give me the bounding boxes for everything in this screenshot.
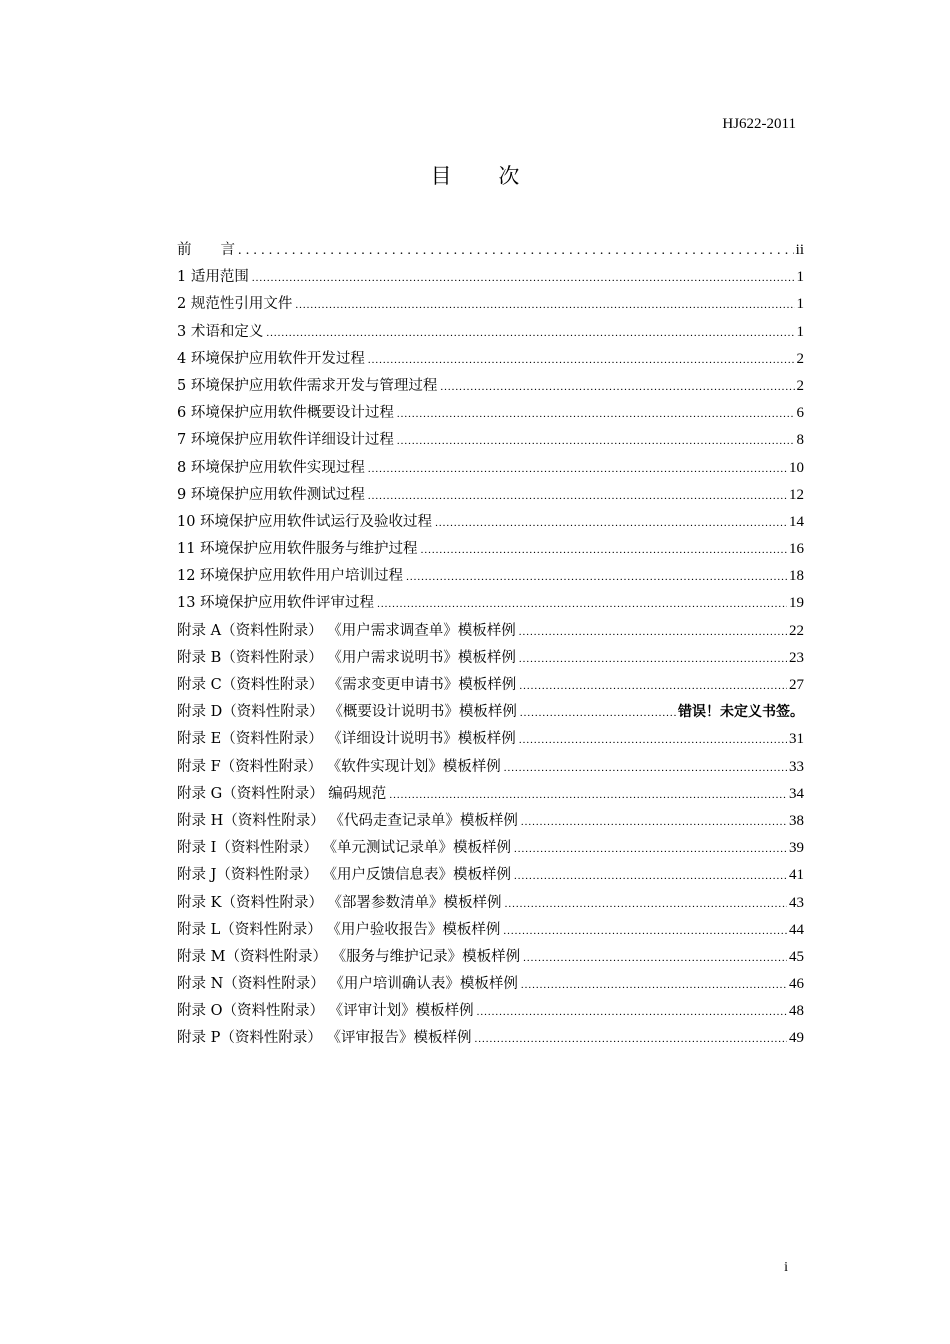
toc-entry-page: 18 xyxy=(789,568,804,585)
toc-entry-label: 11 环境保护应用软件服务与维护过程 xyxy=(177,541,418,558)
toc-dot-leader xyxy=(521,979,787,991)
toc-entry-label: 附录 I（资料性附录） 《单元测试记录单》模板样例 xyxy=(177,840,511,857)
toc-dot-leader xyxy=(397,408,795,420)
toc-entry[interactable] xyxy=(177,700,804,727)
toc-dot-leader xyxy=(435,517,787,529)
toc-entry[interactable] xyxy=(177,891,804,918)
toc-entry-label: 7 环境保护应用软件详细设计过程 xyxy=(177,432,394,449)
toc-entry-page: 错误！未定义书签。 xyxy=(678,704,804,721)
toc-entry-page: 38 xyxy=(789,812,804,829)
toc-entry[interactable] xyxy=(177,320,804,347)
toc-entry[interactable] xyxy=(177,836,804,863)
toc-entry-label: 附录 P（资料性附录） 《评审报告》模板样例 xyxy=(177,1030,472,1047)
toc-dot-leader xyxy=(519,653,787,665)
toc-entry-page: 19 xyxy=(789,595,804,612)
toc-entry-label: 3 术语和定义 xyxy=(177,323,264,340)
toc-entry-label: 附录 H（资料性附录） 《代码走查记录单》模板样例 xyxy=(177,812,518,829)
toc-dot-leader xyxy=(474,1033,787,1045)
toc-dot-leader xyxy=(519,680,787,692)
toc-dot-leader xyxy=(520,707,676,719)
toc-dot-leader xyxy=(521,816,787,828)
toc-dot-leader xyxy=(295,299,794,311)
toc-dot-leader xyxy=(503,925,787,937)
toc-dot-leader xyxy=(406,571,787,583)
toc-entry-page: 1 xyxy=(796,296,804,313)
toc-entry-page: 41 xyxy=(789,867,804,884)
toc-entry-label: 1 适用范围 xyxy=(177,269,249,286)
toc-entry-page: 43 xyxy=(789,894,804,911)
toc-entry-page: 22 xyxy=(789,622,804,639)
toc-entry-page: 16 xyxy=(789,541,804,558)
toc-entry-label: 9 环境保护应用软件测试过程 xyxy=(177,486,365,503)
toc-dot-leader xyxy=(440,381,794,393)
toc-entry[interactable] xyxy=(177,537,804,564)
toc-entry-page: 23 xyxy=(789,649,804,666)
toc-entry[interactable] xyxy=(177,401,804,428)
toc-entry[interactable] xyxy=(177,646,804,673)
toc-entry[interactable] xyxy=(177,428,804,455)
toc-entry-label: 附录 J（资料性附录） 《用户反馈信息表》模板样例 xyxy=(177,867,512,884)
toc-entry[interactable] xyxy=(177,809,804,836)
toc-entry-label: 附录 D（资料性附录） 《概要设计说明书》模板样例 xyxy=(177,704,517,721)
footer-page-number: i xyxy=(784,1260,788,1275)
toc-entry-label: 8 环境保护应用软件实现过程 xyxy=(177,459,365,476)
toc-entry[interactable] xyxy=(177,727,804,754)
toc-entry[interactable] xyxy=(177,755,804,782)
toc-dot-leader xyxy=(523,952,787,964)
toc-entry-label: 前 言 xyxy=(177,242,235,258)
toc-entry[interactable] xyxy=(177,347,804,374)
toc-entry-page: 27 xyxy=(789,677,804,693)
toc-entry[interactable] xyxy=(177,863,804,890)
toc-entry-label: 附录 E（资料性附录） 《详细设计说明书》模板样例 xyxy=(177,731,516,748)
toc-dot-leader xyxy=(477,1006,787,1018)
toc-entry[interactable] xyxy=(177,374,804,401)
toc-entry[interactable] xyxy=(177,673,804,700)
toc-entry-label: 附录 A（资料性附录） 《用户需求调查单》模板样例 xyxy=(177,622,516,639)
toc-dot-leader xyxy=(421,544,787,556)
toc-entry[interactable] xyxy=(177,918,804,945)
toc-entry[interactable] xyxy=(177,591,804,618)
toc-dot-leader xyxy=(505,898,787,910)
toc-dot-leader xyxy=(389,789,787,801)
toc-entry-page: 45 xyxy=(789,948,804,965)
toc-dot-leader xyxy=(252,272,795,284)
toc-entry-page: 46 xyxy=(789,976,804,993)
toc-dot-leader xyxy=(238,243,794,259)
toc-entry-label: 附录 N（资料性附录） 《用户培训确认表》模板样例 xyxy=(177,976,518,993)
toc-entry[interactable] xyxy=(177,510,804,537)
toc-entry[interactable] xyxy=(177,945,804,972)
toc-entry-page: 6 xyxy=(796,405,804,422)
toc-entry-page: 31 xyxy=(789,731,804,748)
toc-entry-page: 12 xyxy=(789,486,804,503)
toc-entry-label: 12 环境保护应用软件用户培训过程 xyxy=(177,568,404,585)
toc-entry-label: 2 规范性引用文件 xyxy=(177,296,293,313)
toc-dot-leader xyxy=(519,734,787,746)
toc-entry[interactable] xyxy=(177,972,804,999)
toc-entry[interactable] xyxy=(177,1026,804,1053)
toc-entry[interactable] xyxy=(177,238,804,265)
toc-entry-page: 14 xyxy=(789,513,804,530)
toc-entry-label: 5 环境保护应用软件需求开发与管理过程 xyxy=(177,377,438,394)
table-of-contents xyxy=(177,238,804,1054)
toc-dot-leader xyxy=(368,490,787,502)
toc-entry-label: 13 环境保护应用软件评审过程 xyxy=(177,595,375,612)
toc-dot-leader xyxy=(377,598,787,610)
toc-entry[interactable] xyxy=(177,265,804,292)
toc-entry-page: ii xyxy=(795,242,804,258)
toc-entry[interactable] xyxy=(177,564,804,591)
toc-entry-page: 33 xyxy=(789,758,804,775)
toc-entry-label: 10 环境保护应用软件试运行及验收过程 xyxy=(177,513,433,530)
toc-entry[interactable] xyxy=(177,292,804,319)
toc-entry-page: 10 xyxy=(789,459,804,476)
toc-entry-label: 附录 G（资料性附录） 编码规范 xyxy=(177,785,387,802)
toc-entry-label: 附录 B（资料性附录） 《用户需求说明书》模板样例 xyxy=(177,649,516,666)
toc-entry-page: 1 xyxy=(796,323,804,340)
toc-dot-leader xyxy=(514,843,787,855)
toc-dot-leader xyxy=(504,762,787,774)
toc-entry-label: 6 环境保护应用软件概要设计过程 xyxy=(177,405,394,422)
toc-entry-page: 39 xyxy=(789,840,804,857)
toc-dot-leader xyxy=(368,463,787,475)
toc-entry[interactable] xyxy=(177,999,804,1026)
toc-entry-page: 1 xyxy=(796,269,804,286)
toc-entry[interactable] xyxy=(177,483,804,510)
toc-entry-page: 48 xyxy=(789,1003,804,1020)
toc-entry-label: 4 环境保护应用软件开发过程 xyxy=(177,350,365,367)
toc-entry[interactable] xyxy=(177,619,804,646)
document-code: HJ622-2011 xyxy=(722,116,796,132)
toc-entry-label: 附录 O（资料性附录） 《评审计划》模板样例 xyxy=(177,1003,474,1020)
toc-dot-leader xyxy=(519,626,787,638)
toc-entry-label: 附录 C（资料性附录） 《需求变更申请书》模板样例 xyxy=(177,677,517,693)
toc-dot-leader xyxy=(368,354,795,366)
toc-dot-leader xyxy=(266,327,794,339)
toc-entry-label: 附录 K（资料性附录） 《部署参数清单》模板样例 xyxy=(177,894,502,911)
toc-dot-leader xyxy=(514,870,787,882)
toc-entry-page: 34 xyxy=(789,785,804,802)
toc-entry-page: 2 xyxy=(796,350,804,367)
toc-entry-label: 附录 F（资料性附录） 《软件实现计划》模板样例 xyxy=(177,758,501,775)
page-title: 目 次 xyxy=(430,164,520,188)
toc-entry-page: 8 xyxy=(796,432,804,449)
toc-entry-page: 44 xyxy=(789,921,804,938)
toc-entry-label: 附录 M（资料性附录） 《服务与维护记录》模板样例 xyxy=(177,948,521,965)
toc-entry-page: 2 xyxy=(796,377,804,394)
toc-entry-page: 49 xyxy=(789,1030,804,1047)
toc-entry[interactable] xyxy=(177,456,804,483)
toc-entry-label: 附录 L（资料性附录） 《用户验收报告》模板样例 xyxy=(177,921,501,938)
toc-dot-leader xyxy=(397,435,795,447)
toc-entry[interactable] xyxy=(177,782,804,809)
